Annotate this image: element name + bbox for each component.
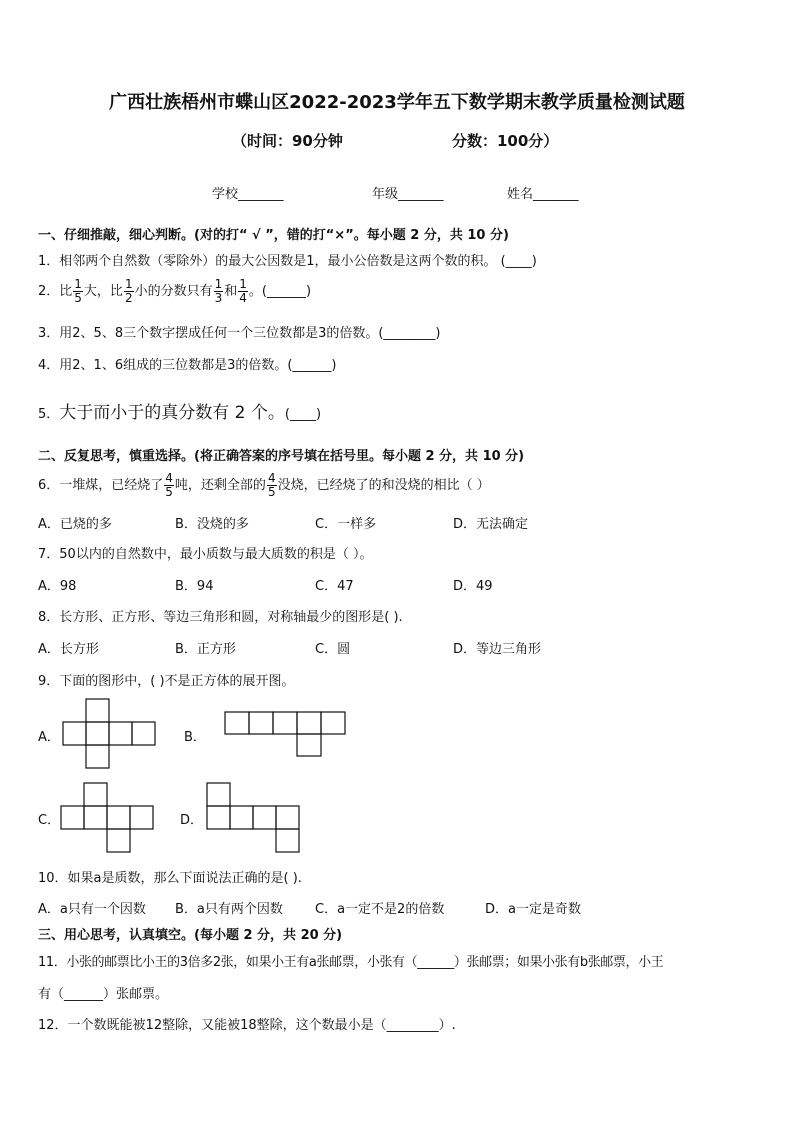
- question-7: 7．50以内的自然数中，最小质数与最大质数的积是（ ）。: [38, 547, 373, 562]
- section1-heading: 一、仔细推敲，细心判断。(对的打“ √ ”，错的打“×”。每小题 2 分，共 10 分): [38, 228, 509, 243]
- option-7a[interactable]: A．98: [38, 579, 77, 594]
- option-6d[interactable]: D．无法确定: [453, 517, 529, 532]
- page-title: 广西壮族梧州市蝶山区2022-2023学年五下数学期末教学质量检测试题: [109, 92, 685, 113]
- question-4: 4．用2、1、6组成的三位数都是3的倍数。(______): [38, 358, 337, 373]
- name-field[interactable]: 姓名_______: [507, 187, 579, 202]
- option-9c-label[interactable]: C．: [38, 813, 61, 828]
- cube-net-a[interactable]: [62, 698, 158, 770]
- option-8c[interactable]: C．圆: [315, 642, 351, 657]
- option-10a[interactable]: A．a只有一个因数: [38, 902, 146, 917]
- question-12: 12．一个数既能被12整除，又能被18整除，这个数最小是（________）.: [38, 1018, 456, 1033]
- option-6b[interactable]: B．没烧的多: [175, 517, 249, 532]
- option-6a[interactable]: A．已烧的多: [38, 517, 112, 532]
- question-5: 5．大于而小于的真分数有 2 个。(____): [38, 403, 322, 423]
- section2-heading: 二、反复思考，慎重选择。(将正确答案的序号填在括号里。每小题 2 分，共 10 分): [38, 449, 525, 464]
- option-9d-label[interactable]: D．: [180, 813, 204, 828]
- fraction-four-fifths: $\frac{4}{5}$: [267, 471, 276, 499]
- cube-net-c[interactable]: [60, 782, 158, 854]
- fraction-one-fifth: $\frac{1}{5}$: [74, 277, 82, 305]
- question-2: 2．比 $\frac{1}{5}$ 大，比 $\frac{1}{2}$ 小的分数只有 $\frac{1}{3}$ 和 $\frac{1}{4}$ 。(______): [38, 277, 312, 305]
- question-11-line2: 有（______）张邮票。: [38, 987, 169, 1002]
- question-9: 9．下面的图形中，( )不是正方体的展开图。: [38, 674, 295, 689]
- section3-heading: 三、用心思考，认真填空。(每小题 2 分，共 20 分): [38, 928, 343, 943]
- cube-net-b[interactable]: [224, 711, 346, 759]
- question-10: 10．如果a是质数，那么下面说法正确的是( ).: [38, 871, 302, 886]
- exam-score: 分数：100分）: [452, 132, 559, 150]
- fraction-one-quarter: $\frac{1}{4}$: [239, 277, 247, 305]
- option-8a[interactable]: A．长方形: [38, 642, 99, 657]
- option-7b[interactable]: B．94: [175, 579, 214, 594]
- question-8: 8．长方形、正方形、等边三角形和圆，对称轴最少的图形是( ).: [38, 610, 403, 625]
- fraction-one-third: $\frac{1}{3}$: [214, 277, 223, 305]
- cube-net-d[interactable]: [206, 782, 302, 854]
- fraction-one-half: $\frac{1}{2}$: [124, 277, 133, 305]
- option-8d[interactable]: D．等边三角形: [453, 642, 542, 657]
- grade-field[interactable]: 年级_______: [372, 187, 444, 202]
- school-field[interactable]: 学校_______: [212, 187, 284, 202]
- option-9b-label[interactable]: B．: [184, 730, 206, 745]
- fraction-four-fifths: $\frac{4}{5}$: [165, 471, 173, 499]
- question-11-line1: 11．小张的邮票比小王的3倍多2张，如果小王有a张邮票，小张有（______）张邮票；如果小张有b张邮票，小王: [38, 955, 664, 970]
- exam-time: （时间：90分钟: [232, 132, 343, 150]
- question-1: 1．相邻两个自然数（零除外）的最大公因数是1，最小公倍数是这两个数的积。 (____): [38, 254, 537, 269]
- option-9a-label[interactable]: A．: [38, 730, 60, 745]
- question-3: 3．用2、5、8三个数字摆成任何一个三位数都是3的倍数。(________): [38, 326, 441, 341]
- option-10c[interactable]: C．a一定不是2的倍数: [315, 902, 445, 917]
- option-6c[interactable]: C．一样多: [315, 517, 377, 532]
- option-8b[interactable]: B．正方形: [175, 642, 236, 657]
- option-7c[interactable]: C．47: [315, 579, 354, 594]
- option-10b[interactable]: B．a只有两个因数: [175, 902, 283, 917]
- option-10d[interactable]: D．a一定是奇数: [485, 902, 581, 917]
- option-7d[interactable]: D．49: [453, 579, 493, 594]
- question-6: 6．一堆煤，已经烧了 $\frac{4}{5}$ 吨，还剩全部的 $\frac{4}{5}$ 没烧，已经烧了的和没烧的相比（ ）: [38, 471, 490, 499]
